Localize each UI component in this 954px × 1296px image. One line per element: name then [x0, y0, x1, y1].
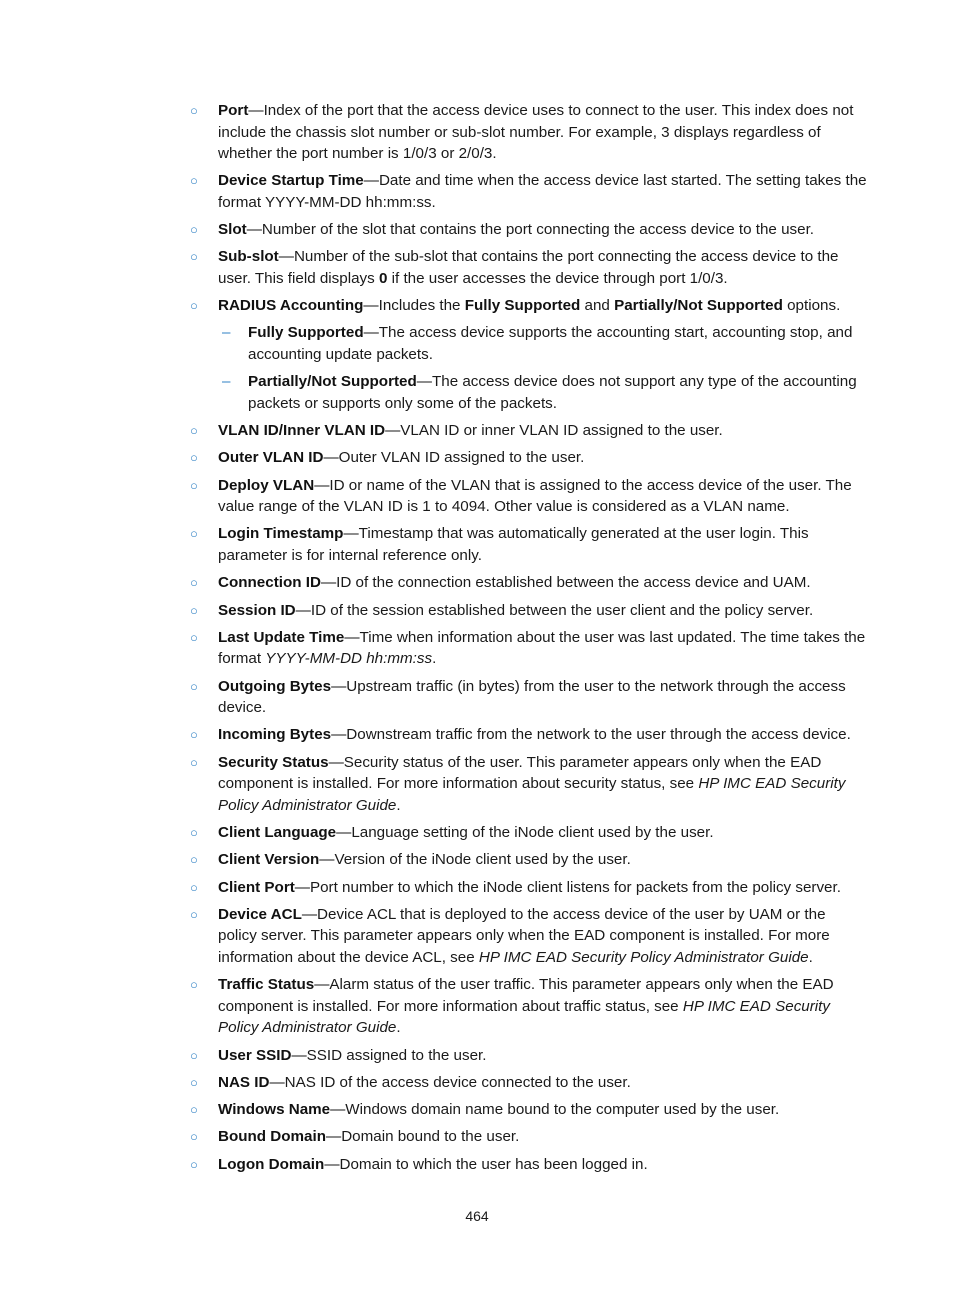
hollow-circle-bullet-icon: ○ — [190, 977, 198, 993]
list-item-traffic-status — [190, 974, 868, 1039]
hollow-circle-bullet-icon: ○ — [190, 852, 198, 868]
hollow-circle-bullet-icon: ○ — [190, 423, 198, 439]
list-item-slot — [190, 219, 868, 241]
term: VLAN ID/Inner VLAN ID — [218, 422, 386, 440]
option-fully-supported: Fully Supported — [464, 297, 581, 315]
term: Login Timestamp — [218, 525, 344, 543]
term: Outer VLAN ID — [218, 449, 324, 467]
term: Device Startup Time — [218, 172, 364, 190]
hollow-circle-bullet-icon: ○ — [190, 249, 198, 265]
term: RADIUS Accounting — [218, 297, 364, 315]
term: Deploy VLAN — [218, 476, 315, 494]
list-item-outer-vlan-id — [190, 447, 868, 469]
description: —VLAN ID or inner VLAN ID assigned to the user. — [385, 422, 723, 440]
term: Outgoing Bytes — [218, 677, 332, 695]
list-item-radius-accounting — [190, 295, 868, 317]
list-item-connection-id — [190, 572, 868, 594]
description: —Device ACL that is deployed to the access device of the user by UAM or the policy server. This parameter appears only when the EAD component is installed. For more information about the device ACL, see — [218, 905, 830, 966]
hollow-circle-bullet-icon: ○ — [190, 754, 198, 770]
description: —Domain bound to the user. — [326, 1128, 520, 1146]
term: Bound Domain — [218, 1128, 326, 1146]
field-description-list — [190, 100, 868, 1181]
list-item-device-startup-time — [190, 170, 868, 213]
description: —Windows domain name bound to the computer used by the user. — [330, 1101, 780, 1119]
list-item-client-language — [190, 822, 868, 844]
description: —Language setting of the iNode client used by the user. — [336, 824, 714, 842]
list-item-windows-name — [190, 1099, 868, 1121]
description: —Index of the port that the access device uses to connect to the user. This index does not include the chassis slot number or sub-slot number. For example, 3 displays regardless of whether the port number is 1/0/3 or 2/0/3. — [218, 102, 854, 162]
description: —Timestamp that was automatically generated at the user login. This parameter is for internal reference only. — [218, 525, 809, 564]
hollow-circle-bullet-icon: ○ — [190, 825, 198, 841]
description: —The access device supports the accounting start, accounting stop, and accounting update packets. — [248, 324, 853, 363]
list-items-continued — [190, 420, 868, 1175]
list-item-security-status — [190, 752, 868, 817]
description: —The access device does not support any type of the accounting packets or supports only some of the packets. — [248, 373, 857, 412]
hollow-circle-bullet-icon: ○ — [190, 222, 198, 238]
term: Session ID — [218, 601, 296, 619]
hollow-circle-bullet-icon: ○ — [190, 1047, 198, 1063]
description: —Port number to which the iNode client listens for packets from the policy server. — [294, 878, 841, 896]
term: Connection ID — [218, 574, 321, 592]
hollow-circle-bullet-icon: ○ — [190, 477, 198, 493]
description: —ID or name of the VLAN that is assigned to the access device of the user. The value range of the VLAN ID is 1 to 4094. Other value is considered as a VLAN name. — [218, 476, 852, 516]
value-zero: 0 — [378, 269, 388, 287]
hollow-circle-bullet-icon: ○ — [190, 103, 198, 118]
list-item-bound-domain — [190, 1126, 868, 1148]
hollow-circle-bullet-icon: ○ — [190, 526, 198, 542]
description: —ID of the session established between the user client and the policy server. — [295, 601, 814, 619]
sub-item-partially-not-supported — [190, 371, 868, 414]
list-item-outgoing-bytes — [190, 676, 868, 719]
list-item-logon-domain — [190, 1154, 868, 1176]
term: Client Language — [218, 824, 337, 842]
description: —NAS ID of the access device connected to the user. — [269, 1073, 631, 1091]
guide-reference: HP IMC EAD Security Policy Administrator Guide — [478, 948, 809, 966]
list-item-client-port — [190, 877, 868, 899]
list-item-login-timestamp — [190, 523, 868, 566]
hollow-circle-bullet-icon: ○ — [190, 1074, 198, 1090]
hollow-circle-bullet-icon: ○ — [190, 450, 198, 466]
sub-item-fully-supported — [190, 322, 868, 365]
list-item-user-ssid — [190, 1045, 868, 1067]
page-number: 464 — [465, 1208, 489, 1224]
list-item-device-acl — [190, 904, 868, 969]
hollow-circle-bullet-icon: ○ — [190, 629, 198, 645]
list-item-port — [190, 100, 868, 165]
list-item-vlan-id-inner-vlan-id — [190, 420, 868, 442]
hollow-circle-bullet-icon: ○ — [190, 1102, 198, 1118]
term: User SSID — [218, 1046, 292, 1064]
description-tail: options. — [782, 297, 841, 315]
description-tail: . — [808, 948, 813, 966]
description: —Date and time when the access device last started. The setting takes the format YYYY-MM-DD hh:mm:ss. — [218, 172, 867, 211]
list-item-deploy-vlan — [190, 475, 868, 518]
guide-reference: HP IMC EAD Security Policy Administrator Guide — [218, 775, 846, 814]
term: NAS ID — [218, 1073, 270, 1091]
term: Security Status — [218, 753, 329, 771]
list-item-session-id — [190, 600, 868, 622]
description: —Alarm status of the user traffic. This parameter appears only when the EAD component is installed. For more information about traffic status, see — [218, 976, 834, 1015]
term: Logon Domain — [218, 1155, 325, 1173]
list-item-last-update-time — [190, 627, 868, 670]
description: —Downstream traffic from the network to the user through the access device. — [331, 726, 851, 744]
description: —Time when information about the user was last updated. The time takes the format — [218, 628, 866, 668]
description-tail: if the user accesses the device through port 1/0/3. — [387, 269, 728, 287]
description: —Outer VLAN ID assigned to the user. — [323, 449, 585, 467]
list-item-client-version — [190, 849, 868, 871]
term: Slot — [218, 221, 247, 239]
list-item-incoming-bytes — [190, 724, 868, 746]
hollow-circle-bullet-icon: ○ — [190, 602, 198, 618]
term: Sub-slot — [218, 248, 279, 266]
term: Port — [218, 102, 249, 119]
term: Windows Name — [218, 1101, 331, 1119]
hollow-circle-bullet-icon: ○ — [190, 906, 198, 922]
option-partially-supported: Partially/Not Supported — [614, 297, 783, 315]
term: Last Update Time — [218, 628, 345, 646]
description-tail: . — [432, 650, 437, 668]
description-tail: . — [396, 1019, 401, 1037]
hollow-circle-bullet-icon: ○ — [190, 173, 198, 189]
hollow-circle-bullet-icon: ○ — [190, 575, 198, 591]
en-dash-bullet-icon: – — [222, 324, 231, 342]
description-and: and — [580, 297, 615, 315]
description: —Domain to which the user has been logged in. — [324, 1155, 648, 1173]
description: —Security status of the user. This parameter appears only when the EAD component is installed. For more information about security status, see — [218, 753, 822, 793]
description: —Includes the — [363, 297, 465, 315]
term: Client Port — [218, 878, 295, 896]
term: Device ACL — [218, 905, 302, 923]
description: —Upstream traffic (in bytes) from the user to the network through the access device. — [218, 677, 846, 717]
hollow-circle-bullet-icon: ○ — [190, 1156, 198, 1172]
hollow-circle-bullet-icon: ○ — [190, 1129, 198, 1145]
description: —Number of the slot that contains the port connecting the access device to the user. — [246, 221, 815, 239]
term: Incoming Bytes — [218, 726, 332, 744]
list-item-nas-id — [190, 1072, 868, 1094]
term: Partially/Not Supported — [248, 373, 417, 391]
guide-reference: HP IMC EAD Security Policy Administrator Guide — [218, 997, 830, 1037]
en-dash-bullet-icon: – — [222, 373, 231, 391]
description: —ID of the connection established between the access device and UAM. — [320, 574, 811, 592]
hollow-circle-bullet-icon: ○ — [190, 298, 198, 314]
list-item-sub-slot — [190, 246, 868, 289]
description: —Version of the iNode client used by the user. — [319, 851, 631, 869]
hollow-circle-bullet-icon: ○ — [190, 879, 198, 895]
hollow-circle-bullet-icon: ○ — [190, 727, 198, 743]
description-tail: . — [396, 796, 401, 814]
description: —Number of the sub-slot that contains the port connecting the access device to the user. This field displays — [218, 248, 839, 287]
term: Traffic Status — [218, 976, 315, 994]
term: Client Version — [218, 851, 320, 869]
description: —SSID assigned to the user. — [291, 1046, 487, 1064]
guide-reference: YYYY-MM-DD hh:mm:ss — [265, 650, 433, 668]
term: Fully Supported — [248, 324, 364, 342]
hollow-circle-bullet-icon: ○ — [190, 678, 198, 694]
